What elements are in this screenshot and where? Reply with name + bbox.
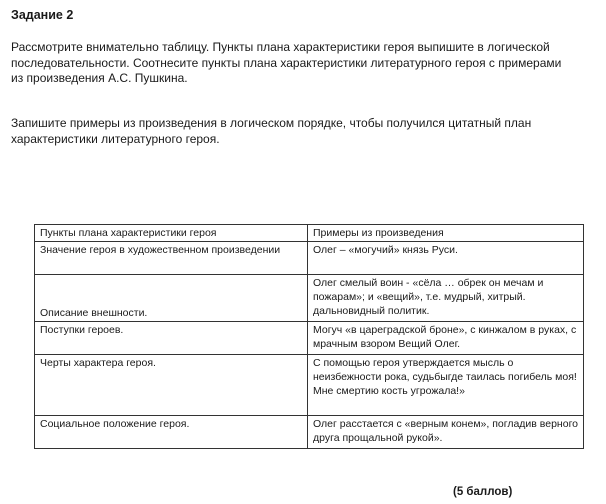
task-subinstructions: Запишите примеры из произведения в логическом порядке, чтобы получился цитатный план характеристики литературного героя. <box>11 116 532 146</box>
example-cell: Олег – «могучий» князь Руси. <box>308 242 584 275</box>
plan-item-cell: Описание внешности. <box>35 275 308 322</box>
plan-item-cell: Черты характера героя. <box>35 355 308 416</box>
example-cell: Олег расстается с «верным конем», погладив верного друга прощальной рукой». <box>308 416 584 449</box>
plan-item-cell: Социальное положение героя. <box>35 416 308 449</box>
table-row <box>35 322 584 355</box>
table-row <box>35 355 584 416</box>
plan-item-cell: Поступки героев. <box>35 322 308 355</box>
example-cell: Могуч «в цареградской броне», с кинжалом в руках, с мрачным взором Вещий Олег. <box>308 322 584 355</box>
table-header-row <box>35 225 584 242</box>
plan-item-cell: Значение героя в художественном произведении <box>35 242 308 275</box>
table-row <box>35 242 584 275</box>
score-label: (5 баллов) <box>453 486 513 498</box>
example-cell: С помощью героя утверждается мысль о неизбежности рока, судьбыгде таилась погибель моя! Мне смертию кость угрожала!» <box>308 355 584 416</box>
task-title: Задание 2 <box>11 8 74 22</box>
characteristic-plan-table <box>34 224 584 449</box>
header-plan-items: Пункты плана характеристики героя <box>35 225 308 242</box>
table-row <box>35 275 584 322</box>
header-examples: Примеры из произведения <box>308 225 584 242</box>
example-cell: Олег смелый воин - «сёла … обрек он мечам и пожарам»; и «вещий», т.е. мудрый, хитрый. дальновидный политик. <box>308 275 584 322</box>
task-instructions: Рассмотрите внимательно таблицу. Пункты плана характеристики героя выпишите в логической последовательности. Соотнесите пункты плана характеристики литературного героя с примерами из произведения А.С. Пушкина. <box>11 40 562 85</box>
table-row <box>35 416 584 449</box>
